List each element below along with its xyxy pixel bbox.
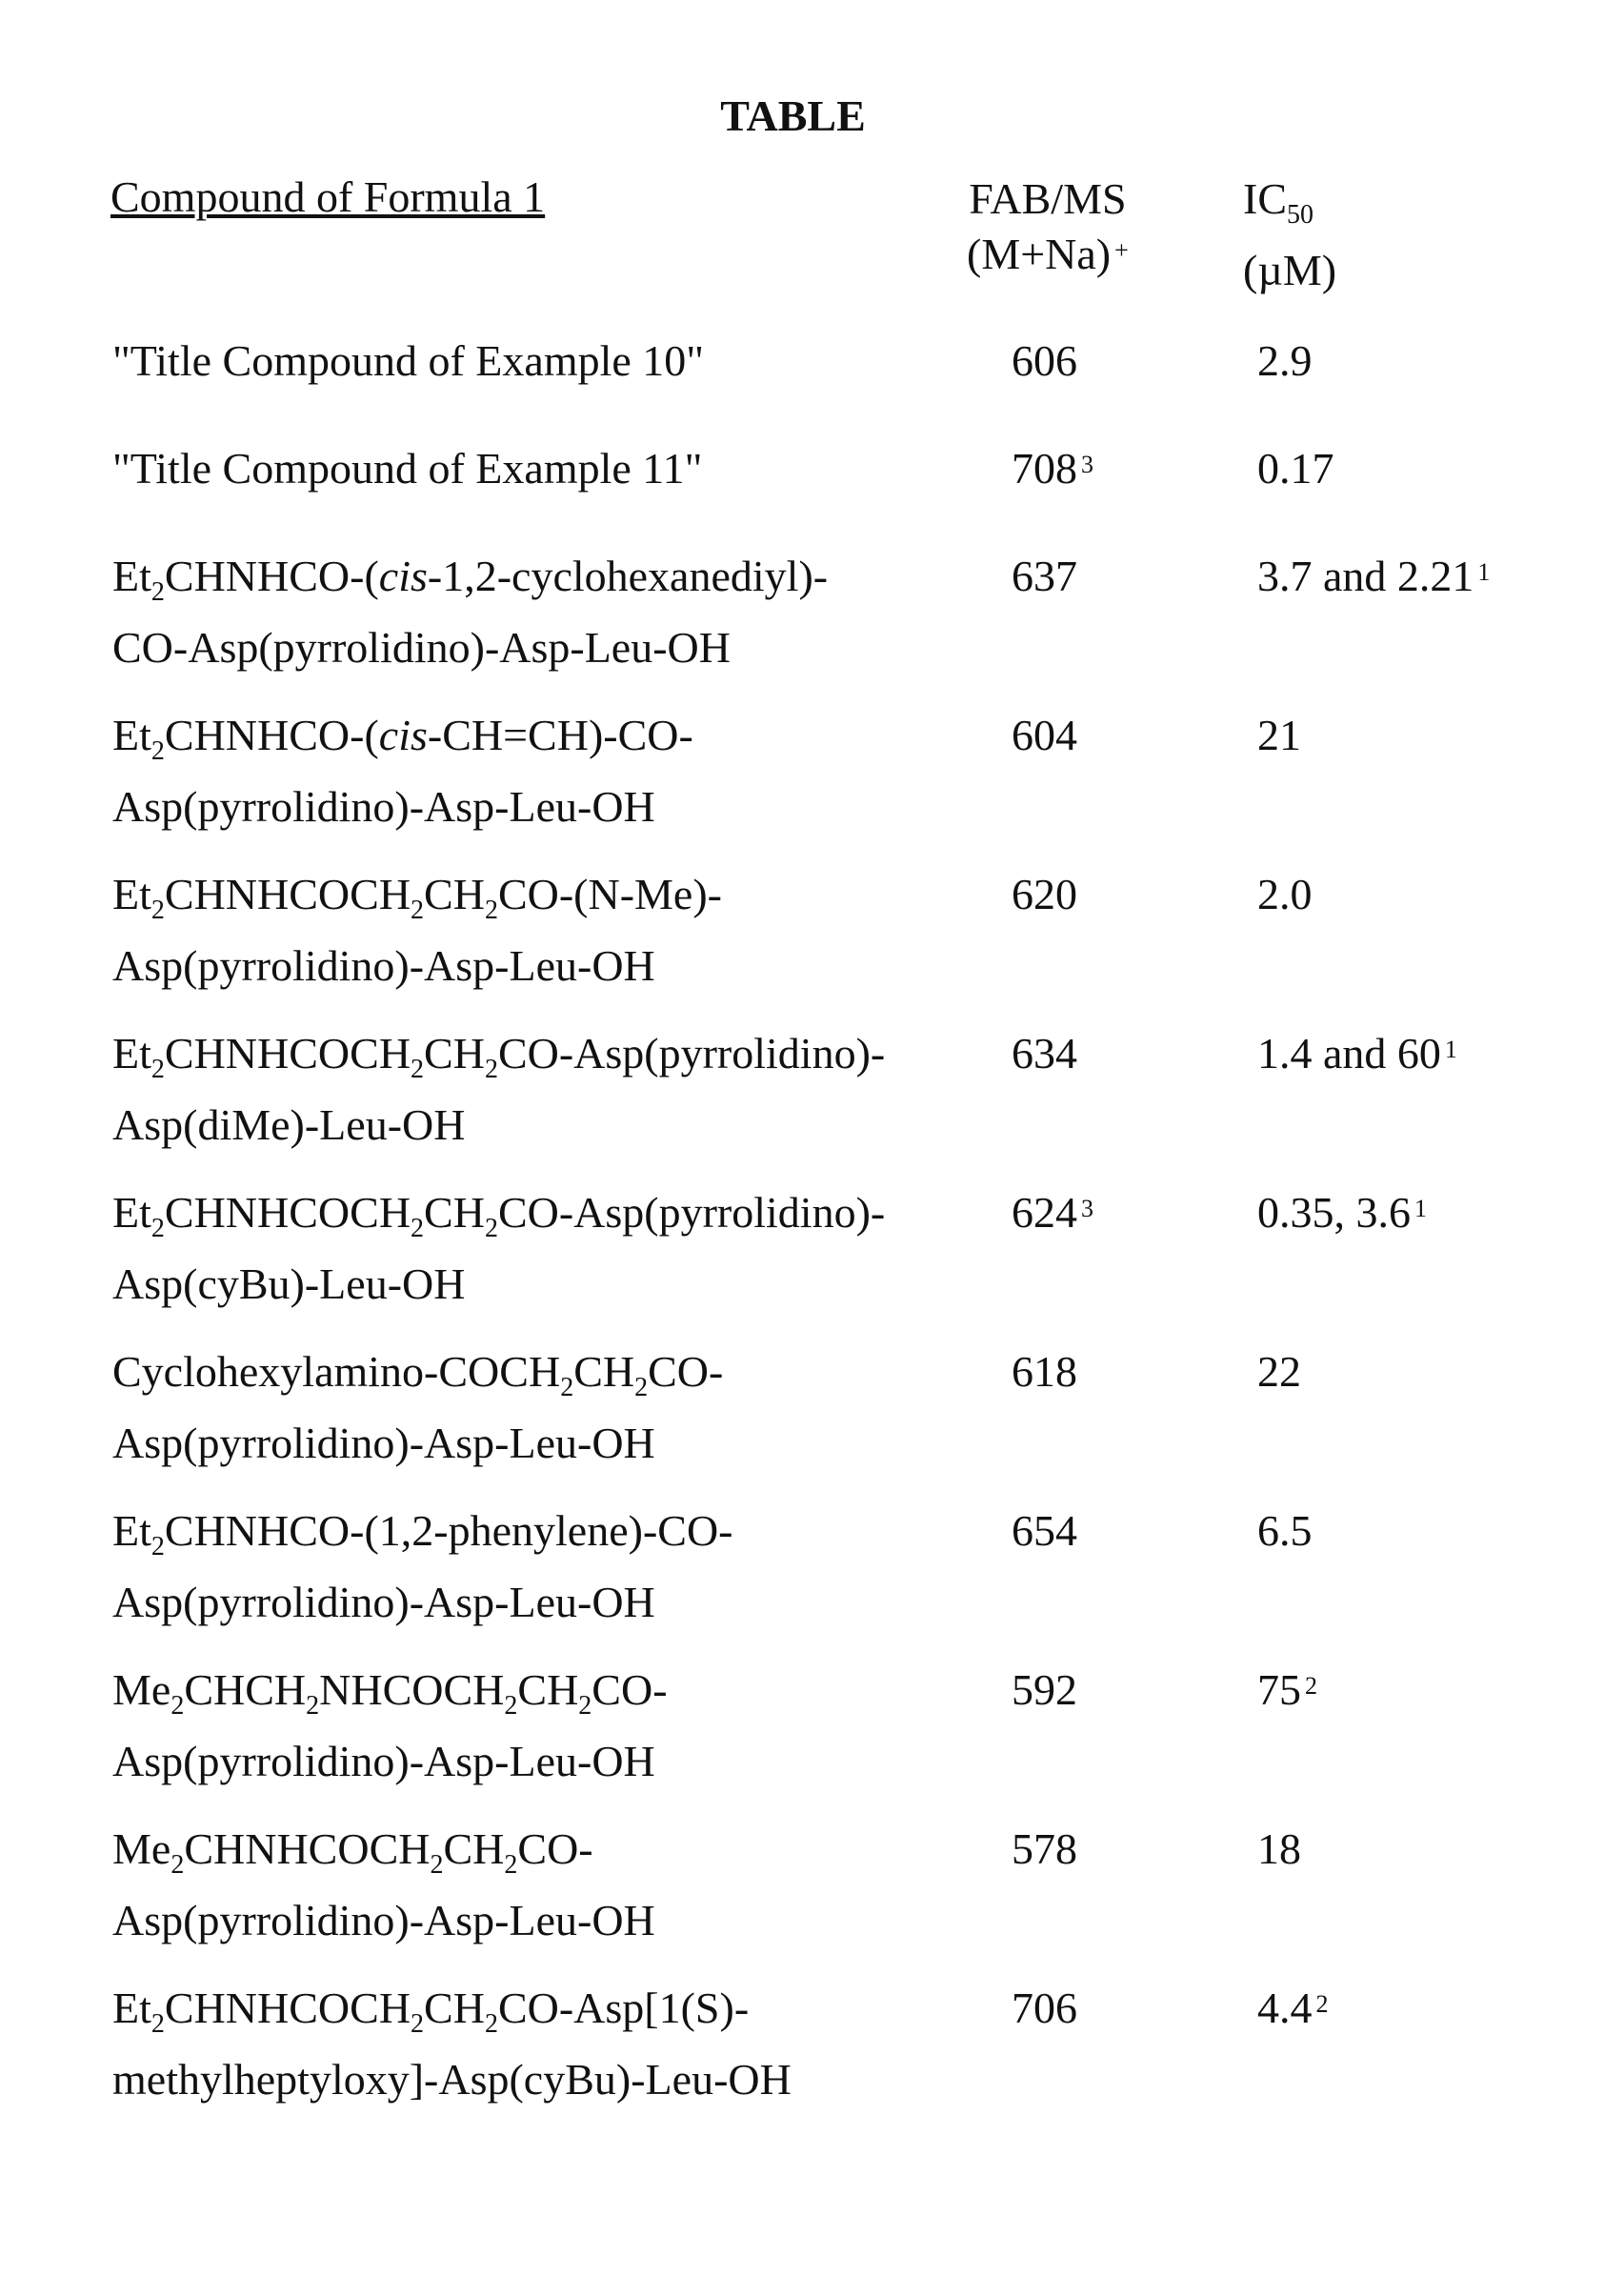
table-row [0,867,1624,1026]
ic50-cell [1257,1344,1301,1400]
ic50-value: 3.7 and 2.21 [1257,552,1474,600]
subscript: 2 [151,1214,165,1243]
compound-cell [112,1344,723,1471]
compound-line [112,441,702,496]
ic50-value: 2.0 [1257,870,1313,918]
fab-ms-cell [1012,1981,1077,2036]
subscript: 2 [485,896,498,925]
footnote-marker: 2 [1316,1990,1329,2018]
compound-cell [112,1503,732,1630]
compound-cell [112,1026,885,1153]
text: Asp(pyrrolidino)-Asp-Leu-OH [112,782,655,831]
header-ic-sub: 50 [1287,200,1313,230]
text: Cyclohexylamino-COCH [112,1347,560,1396]
compound-line [112,2052,792,2107]
fab-ms-value: 604 [1012,711,1077,759]
subscript: 2 [151,577,165,607]
text: CO-Asp(pyrrolidino)- [498,1188,885,1237]
compound-line [112,938,722,994]
fab-ms-cell [1012,708,1077,763]
ic50-cell [1257,1503,1313,1559]
compound-cell [112,1822,655,1948]
fab-ms-cell [1012,333,1077,389]
footnote-marker: 1 [1414,1195,1427,1222]
compound-line [112,1344,723,1416]
header-ic-line1 [1243,171,1336,243]
table-row [0,1503,1624,1662]
compound-line [112,1893,655,1948]
fab-ms-cell [1012,441,1093,496]
text: CHNHCOCH [165,1188,411,1237]
compound-line [112,549,828,620]
ic50-value: 18 [1257,1824,1301,1873]
subscript: 2 [560,1373,573,1402]
ic50-value: 75 [1257,1665,1301,1714]
table-header [0,171,1624,286]
header-ic-label: IC [1243,174,1287,223]
text: CO- [591,1665,667,1714]
table-row [0,1026,1624,1185]
text: CH [424,1188,485,1237]
text: CHNHCOCH [165,1029,411,1078]
header-fab-ion: (M+Na) [967,230,1111,278]
text: Asp(pyrrolidino)-Asp-Leu-OH [112,1578,655,1626]
subscript: 2 [411,2009,424,2039]
table-row [0,549,1624,708]
subscript: 2 [151,1532,165,1561]
fab-ms-cell [1012,1503,1077,1559]
fab-ms-cell [1012,1185,1093,1240]
subscript: 2 [151,2009,165,2039]
fab-ms-cell [1012,867,1077,922]
subscript: 2 [411,1055,424,1084]
subscript: 2 [170,1850,184,1880]
text: CH [424,1029,485,1078]
subscript: 2 [411,896,424,925]
text: -1,2-cyclohexanediyl)- [428,552,828,600]
ic50-cell [1257,441,1334,496]
text: CO-Asp(pyrrolidino)-Asp-Leu-OH [112,623,731,672]
subscript: 2 [430,1850,443,1880]
table-title: TABLE [0,91,1586,141]
compound-line [112,1662,668,1734]
subscript: 2 [485,1055,498,1084]
compound-cell [112,333,704,389]
table-row [0,1185,1624,1344]
footnote-marker: 3 [1081,1195,1093,1222]
text: Et [112,870,151,918]
subscript: 2 [485,1214,498,1243]
compound-cell [112,1662,668,1789]
text: Asp(diMe)-Leu-OH [112,1100,465,1149]
text: Et [112,1984,151,2032]
subscript: 2 [485,2009,498,2039]
text: Me [112,1665,170,1714]
table-row [0,1981,1624,2140]
ic50-value: 1.4 and 60 [1257,1029,1441,1078]
ic50-value: 4.4 [1257,1984,1313,2032]
fab-ms-value: 620 [1012,870,1077,918]
fab-ms-value: 592 [1012,1665,1077,1714]
ic50-value: 2.9 [1257,336,1313,385]
subscript: 2 [504,1691,517,1721]
table-row [0,708,1624,867]
subscript: 2 [151,896,165,925]
footnote-marker: 2 [1305,1672,1317,1700]
text: CHNHCOCH [165,1984,411,2032]
text: CO-(N-Me)- [498,870,722,918]
compound-cell [112,441,702,496]
text: "Title Compound of Example 10" [112,336,704,385]
fab-ms-cell [1012,1026,1077,1081]
compound-line [112,1185,885,1257]
table-row [0,1822,1624,1981]
text: Asp(pyrrolidino)-Asp-Leu-OH [112,1737,655,1785]
fab-ms-cell [1012,549,1077,604]
fab-ms-value: 654 [1012,1506,1077,1555]
compound-cell [112,708,693,835]
footnote-marker: 3 [1081,451,1093,478]
compound-line [112,867,722,938]
compound-cell [112,1981,792,2107]
header-fab-charge: + [1114,236,1129,264]
text: Asp(pyrrolidino)-Asp-Leu-OH [112,941,655,990]
header-compound: Compound of Formula 1 [110,171,545,222]
ic50-cell [1257,1981,1329,2036]
compound-line [112,1257,885,1312]
ic50-cell [1257,333,1313,389]
text: "Title Compound of Example 11" [112,444,702,493]
compound-line [112,1503,732,1575]
table-row [0,333,1624,441]
text: CHCH [184,1665,306,1714]
text: CHNHCO-( [165,552,379,600]
text: CH [573,1347,634,1396]
table-row [0,1344,1624,1503]
ic50-cell [1257,1026,1457,1081]
text: CO-Asp[1(S)- [498,1984,749,2032]
subscript: 2 [634,1373,648,1402]
compound-line [112,620,828,675]
fab-ms-cell [1012,1662,1077,1718]
text: CO- [517,1824,592,1873]
ic50-value: 6.5 [1257,1506,1313,1555]
text: CHNHCO-(1,2-phenylene)-CO- [165,1506,733,1555]
ic50-cell [1257,1822,1301,1877]
compound-line [112,1822,655,1893]
text: Et [112,1029,151,1078]
table-row [0,441,1624,549]
compound-line [112,1098,885,1153]
fab-ms-value: 634 [1012,1029,1077,1078]
subscript: 2 [504,1850,517,1880]
fab-ms-value: 606 [1012,336,1077,385]
compound-cell [112,549,828,675]
subscript: 2 [411,1214,424,1243]
text: Asp(pyrrolidino)-Asp-Leu-OH [112,1896,655,1944]
compound-line [112,1026,885,1098]
subscript: 2 [170,1691,184,1721]
text: methylheptyloxy]-Asp(cyBu)-Leu-OH [112,2055,792,2104]
table-body [0,333,1624,2140]
text: Et [112,711,151,759]
compound-line [112,708,693,779]
footnote-marker: 1 [1445,1036,1457,1063]
text: Asp(pyrrolidino)-Asp-Leu-OH [112,1419,655,1467]
text: Asp(cyBu)-Leu-OH [112,1259,465,1308]
ic50-value: 0.35, 3.6 [1257,1188,1411,1237]
fab-ms-value: 624 [1012,1188,1077,1237]
header-fab-ms [967,171,1129,282]
italic-text: cis [379,711,428,759]
text: CO- [648,1347,723,1396]
header-ic50 [1243,171,1336,298]
text: CH [424,870,485,918]
subscript: 2 [306,1691,319,1721]
ic50-value: 0.17 [1257,444,1334,493]
fab-ms-cell [1012,1822,1077,1877]
text: NHCOCH [319,1665,504,1714]
header-fab-line2 [967,227,1129,282]
fab-ms-value: 637 [1012,552,1077,600]
ic50-value: 21 [1257,711,1301,759]
text: CHNHCO-( [165,711,379,759]
fab-ms-value: 706 [1012,1984,1077,2032]
text: CH [517,1665,578,1714]
text: CH [424,1984,485,2032]
ic50-value: 22 [1257,1347,1301,1396]
text: CH [443,1824,504,1873]
italic-text: cis [379,552,428,600]
ic50-cell [1257,1185,1427,1240]
subscript: 2 [578,1691,591,1721]
compound-line [112,333,704,389]
compound-cell [112,1185,885,1312]
text: Et [112,1506,151,1555]
footnote-marker: 1 [1477,558,1490,586]
text: CHNHCOCH [184,1824,430,1873]
text: Me [112,1824,170,1873]
text: -CH=CH)-CO- [428,711,693,759]
ic50-cell [1257,549,1490,604]
fab-ms-cell [1012,1344,1077,1400]
ic50-cell [1257,867,1313,922]
text: CHNHCOCH [165,870,411,918]
ic50-cell [1257,1662,1317,1718]
subscript: 2 [151,736,165,766]
text: Et [112,552,151,600]
compound-line [112,1416,723,1471]
fab-ms-value: 618 [1012,1347,1077,1396]
subscript: 2 [151,1055,165,1084]
fab-ms-value: 708 [1012,444,1077,493]
compound-line [112,779,693,835]
table-row [0,1662,1624,1822]
text: Et [112,1188,151,1237]
text: CO-Asp(pyrrolidino)- [498,1029,885,1078]
compound-line [112,1575,732,1630]
ic50-cell [1257,708,1301,763]
header-ic-unit: (µM) [1243,243,1336,298]
fab-ms-value: 578 [1012,1824,1077,1873]
compound-line [112,1734,668,1789]
compound-cell [112,867,722,994]
header-fab-line1: FAB/MS [967,171,1129,227]
compound-line [112,1981,792,2052]
